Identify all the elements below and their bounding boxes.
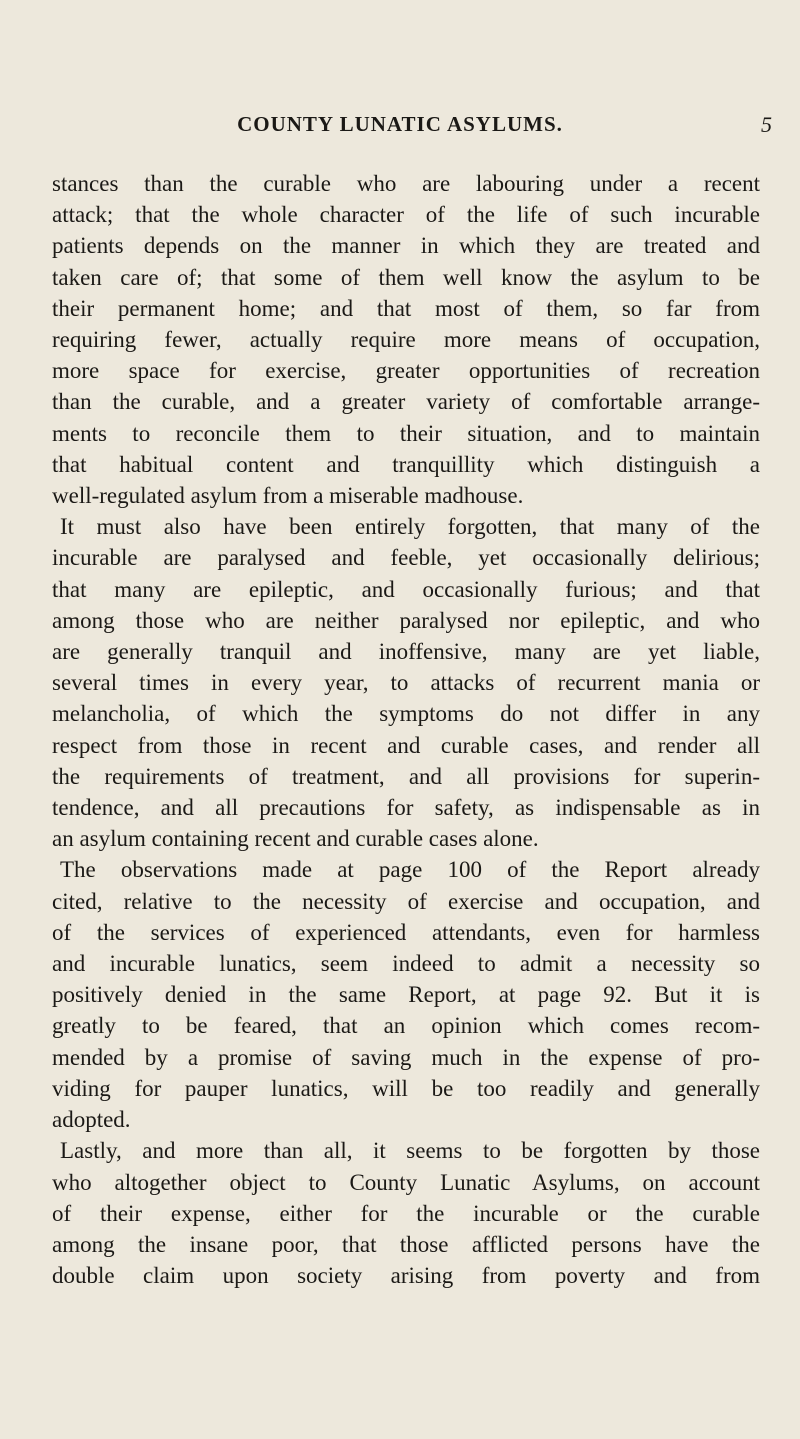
- text-line: that many are epileptic, and occasionally furious; and that: [52, 576, 760, 602]
- text-line: more space for exercise, greater opportunities of recreation: [52, 358, 760, 384]
- text-line: respect from those in recent and curable cases, and render all: [52, 732, 760, 758]
- text-line: attack; that the whole character of the life of such incurable: [52, 202, 760, 228]
- text-line: viding for pauper lunatics, will be too readily and generally: [52, 1075, 760, 1101]
- running-head: COUNTY LUNATIC ASYLUMS.: [237, 112, 563, 136]
- text-line: mended by a promise of saving much in the expense of pro-: [52, 1044, 760, 1070]
- text-line: greatly to be feared, that an opinion which comes recom-: [52, 1013, 760, 1039]
- text-line: tendence, and all precautions for safety, as indispensable as in: [52, 795, 760, 821]
- text-line: are generally tranquil and inoffensive, many are yet liable,: [52, 639, 760, 665]
- text-line: The observations made at page 100 of the Report already: [60, 857, 760, 883]
- text-line: and incurable lunatics, seem indeed to admit a necessity so: [52, 951, 760, 977]
- page-header: [0, 112, 800, 142]
- text-line: cited, relative to the necessity of exercise and occupation, and: [52, 888, 760, 914]
- text-line: who altogether object to County Lunatic Asylums, on account: [52, 1169, 760, 1195]
- text-line: among the insane poor, that those afflicted persons have the: [52, 1231, 760, 1257]
- text-line: of their expense, either for the incurable or the curable: [52, 1200, 760, 1226]
- text-line: positively denied in the same Report, at page 92. But it is: [52, 982, 760, 1008]
- text-line: double claim upon society arising from poverty and from: [52, 1263, 760, 1289]
- page-number: 5: [761, 112, 772, 137]
- text-line: an asylum containing recent and curable cases alone.: [52, 826, 539, 852]
- body-text: [52, 168, 760, 1291]
- text-line: stances than the curable who are labouring under a recent: [52, 171, 760, 196]
- text-line: that habitual content and tranquillity which distinguish a: [52, 451, 760, 477]
- text-line: incurable are paralysed and feeble, yet occasionally delirious;: [52, 545, 760, 571]
- text-line: It must also have been entirely forgotten, that many of the: [60, 514, 760, 540]
- text-line: several times in every year, to attacks of recurrent mania or: [52, 670, 760, 696]
- text-line: melancholia, of which the symptoms do not differ in any: [52, 701, 760, 727]
- text-line: patients depends on the manner in which they are treated and: [52, 233, 760, 259]
- text-line: well-regulated asylum from a miserable madhouse.: [52, 483, 524, 509]
- text-line: their permanent home; and that most of them, so far from: [52, 295, 760, 321]
- text-line: requiring fewer, actually require more means of occupation,: [52, 327, 760, 353]
- text-line: the requirements of treatment, and all provisions for superin-: [52, 763, 760, 789]
- text-line: Lastly, and more than all, it seems to be forgotten by those: [60, 1138, 760, 1164]
- text-line: of the services of experienced attendants, even for harmless: [52, 919, 760, 945]
- text-line: than the curable, and a greater variety of comfortable arrange-: [52, 389, 760, 415]
- text-line: taken care of; that some of them well know the asylum to be: [52, 264, 760, 290]
- text-line: among those who are neither paralysed nor epileptic, and who: [52, 607, 760, 633]
- text-line: adopted.: [52, 1107, 131, 1133]
- text-line: ments to reconcile them to their situation, and to maintain: [52, 420, 760, 446]
